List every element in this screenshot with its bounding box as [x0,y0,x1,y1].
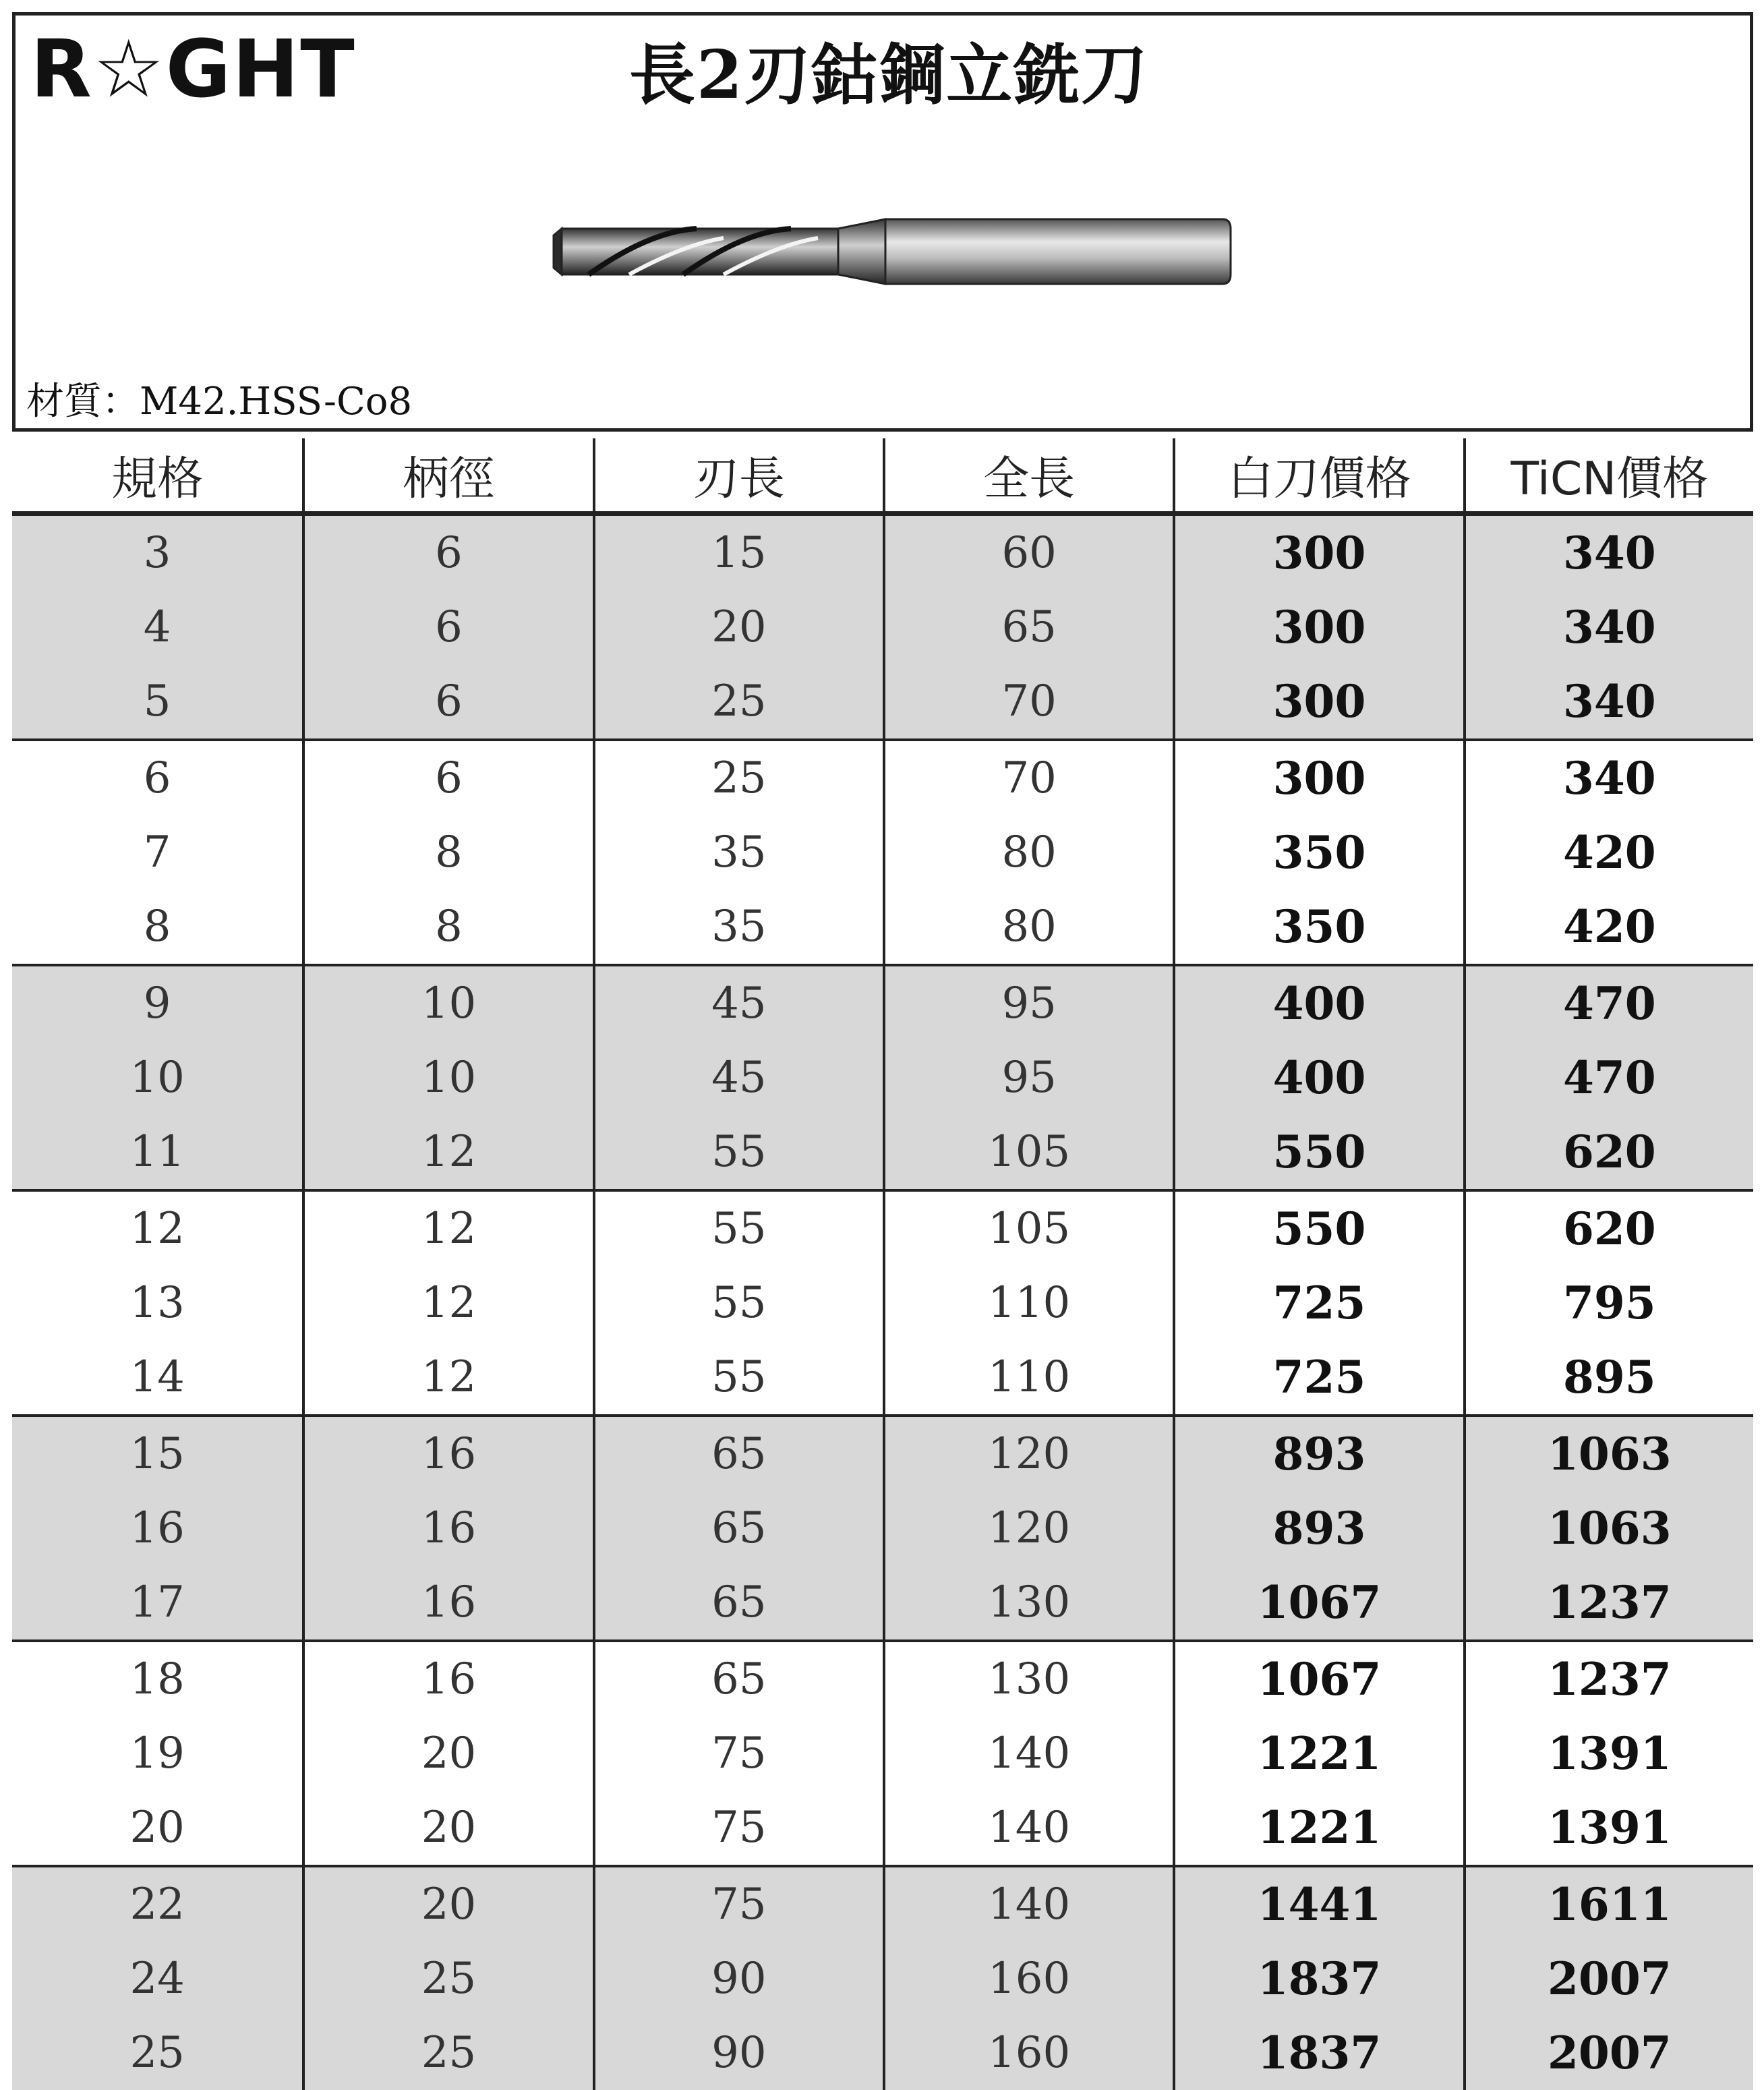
page-title: 長2刃鈷鋼立銑刀 [629,36,1149,114]
table-cell: 16 [302,1491,592,1565]
table-cell: 2007 [1463,2016,1753,2090]
table-cell: 350 [1173,815,1463,890]
column-header: 柄徑 [302,438,592,511]
table-cell: 893 [1173,1417,1463,1491]
table-cell: 65 [593,1565,883,1639]
table-row [12,1192,1753,1266]
table-cell: 12 [302,1115,592,1189]
table-cell: 120 [883,1417,1173,1491]
table-cell: 10 [302,1041,592,1115]
table-cell: 35 [593,890,883,964]
table-row [12,590,1753,664]
table-cell: 725 [1173,1340,1463,1414]
table-cell: 300 [1173,664,1463,738]
table-cell: 16 [302,1417,592,1491]
table-cell: 110 [883,1266,1173,1340]
table-cell: 12 [302,1266,592,1340]
table-cell: 550 [1173,1115,1463,1189]
table-cell: 55 [593,1115,883,1189]
table-cell: 1221 [1173,1791,1463,1865]
table-cell: 140 [883,1791,1173,1865]
table-cell: 1391 [1463,1716,1753,1791]
table-row [12,1417,1753,1491]
table-cell: 3 [143,528,171,578]
table-cell: 65 [593,1417,883,1491]
table-cell: 140 [883,1716,1173,1791]
table-cell: 620 [1463,1192,1753,1266]
brand-logo: R☆GHT [30,22,356,115]
row-group [12,741,1753,966]
table-cell: 420 [1463,890,1753,964]
table-cell: 20 [302,1716,592,1791]
table-cell: 8 [302,815,592,890]
table-cell: 620 [1463,1115,1753,1189]
table-cell: 16 [302,1565,592,1639]
table-cell: 400 [1173,966,1463,1041]
table-cell: 350 [1173,890,1463,964]
table-row [12,516,1753,590]
table-cell: 340 [1463,664,1753,738]
table-cell: 8 [302,890,592,964]
table-cell: 1063 [1463,1417,1753,1491]
table-cell: 5 [143,676,171,726]
table-cell: 75 [593,1867,883,1942]
table-cell: 1391 [1463,1791,1753,1865]
table-row [12,1041,1753,1115]
table-cell: 105 [883,1192,1173,1266]
price-table [12,438,1753,2090]
table-row [12,1942,1753,2016]
table-row [12,1791,1753,1865]
table-cell: 20 [129,1803,185,1853]
table-cell: 12 [302,1340,592,1414]
table-cell: 6 [302,741,592,815]
table-row [12,1642,1753,1716]
table-cell: 725 [1173,1266,1463,1340]
table-cell: 160 [883,1942,1173,2016]
table-cell: 20 [302,1867,592,1942]
table-cell: 795 [1463,1266,1753,1340]
table-cell: 18 [129,1654,185,1704]
table-cell: 893 [1173,1491,1463,1565]
table-cell: 1237 [1463,1642,1753,1716]
table-cell: 16 [302,1642,592,1716]
table-cell: 1441 [1173,1867,1463,1942]
table-cell: 300 [1173,516,1463,590]
table-cell: 45 [593,966,883,1041]
end-mill-tool-icon [548,211,1236,295]
table-cell: 25 [593,664,883,738]
table-cell: 1067 [1173,1565,1463,1639]
table-cell: 160 [883,2016,1173,2090]
column-header: 全長 [883,438,1173,511]
table-cell: 25 [302,2016,592,2090]
table-row [12,890,1753,964]
table-cell: 9 [143,979,171,1028]
table-cell: 1837 [1173,1942,1463,2016]
row-group [12,1192,1753,1417]
table-row [12,1115,1753,1189]
table-row [12,664,1753,738]
table-cell: 16 [129,1503,185,1553]
table-row [12,1340,1753,1414]
table-cell: 19 [129,1729,185,1778]
table-cell: 25 [302,1942,592,2016]
column-header: 規格 [111,452,204,506]
table-cell: 25 [593,741,883,815]
table-cell: 6 [302,590,592,664]
table-cell: 65 [593,1491,883,1565]
table-cell: 17 [129,1577,185,1627]
table-cell: 15 [129,1429,185,1479]
table-row [12,815,1753,890]
table-cell: 300 [1173,741,1463,815]
table-cell: 6 [302,664,592,738]
row-group [12,966,1753,1192]
column-header: 刃長 [593,438,883,511]
table-cell: 2007 [1463,1942,1753,2016]
column-header: TiCN價格 [1463,438,1753,511]
table-cell: 10 [302,966,592,1041]
table-cell: 65 [593,1642,883,1716]
table-cell: 95 [883,966,1173,1041]
table-cell: 550 [1173,1192,1463,1266]
table-cell: 65 [883,590,1173,664]
table-cell: 1063 [1463,1491,1753,1565]
table-cell: 22 [129,1880,185,1929]
table-cell: 80 [883,815,1173,890]
table-cell: 45 [593,1041,883,1115]
table-cell: 10 [129,1053,185,1103]
table-cell: 120 [883,1491,1173,1565]
table-cell: 55 [593,1192,883,1266]
table-cell: 15 [593,516,883,590]
table-cell: 90 [593,1942,883,2016]
table-cell: 95 [883,1041,1173,1115]
column-header: 白刀價格 [1173,438,1463,511]
table-cell: 1237 [1463,1565,1753,1639]
table-cell: 35 [593,815,883,890]
table-cell: 140 [883,1867,1173,1942]
table-cell: 105 [883,1115,1173,1189]
table-cell: 55 [593,1266,883,1340]
table-cell: 80 [883,890,1173,964]
table-cell: 55 [593,1340,883,1414]
table-header [12,438,1753,516]
material-label: 材質：M42.HSS-Co8 [26,380,413,424]
table-cell: 470 [1463,966,1753,1041]
table-cell: 130 [883,1565,1173,1639]
table-cell: 470 [1463,1041,1753,1115]
table-cell: 11 [129,1127,185,1177]
row-group [12,1642,1753,1867]
table-cell: 420 [1463,815,1753,890]
table-cell: 4 [143,602,171,652]
table-cell: 7 [143,828,171,877]
table-cell: 60 [883,516,1173,590]
table-cell: 13 [129,1278,185,1328]
table-cell: 300 [1173,590,1463,664]
table-cell: 90 [593,2016,883,2090]
row-group [12,1867,1753,2090]
table-cell: 130 [883,1642,1173,1716]
header-box [12,12,1753,432]
table-cell: 24 [129,1954,185,2004]
table-row [12,741,1753,815]
table-cell: 6 [143,753,171,803]
table-cell: 14 [129,1352,185,1402]
table-cell: 340 [1463,516,1753,590]
table-cell: 8 [143,902,171,952]
table-row [12,1716,1753,1791]
table-cell: 12 [129,1204,185,1254]
table-cell: 110 [883,1340,1173,1414]
table-cell: 895 [1463,1340,1753,1414]
table-row [12,2016,1753,2090]
table-cell: 20 [302,1791,592,1865]
table-cell: 12 [302,1192,592,1266]
table-cell: 70 [883,664,1173,738]
table-cell: 1611 [1463,1867,1753,1942]
table-cell: 70 [883,741,1173,815]
table-cell: 340 [1463,741,1753,815]
table-cell: 75 [593,1791,883,1865]
row-group [12,516,1753,741]
table-cell: 20 [593,590,883,664]
table-cell: 25 [129,2028,185,2078]
table-row [12,1867,1753,1942]
table-cell: 1221 [1173,1716,1463,1791]
table-cell: 1067 [1173,1642,1463,1716]
table-cell: 400 [1173,1041,1463,1115]
table-row [12,966,1753,1041]
table-body [12,516,1753,2090]
table-cell: 6 [302,516,592,590]
table-row [12,1491,1753,1565]
row-group [12,1417,1753,1642]
table-cell: 75 [593,1716,883,1791]
table-row [12,1565,1753,1639]
table-cell: 340 [1463,590,1753,664]
table-row [12,1266,1753,1340]
table-cell: 1837 [1173,2016,1463,2090]
